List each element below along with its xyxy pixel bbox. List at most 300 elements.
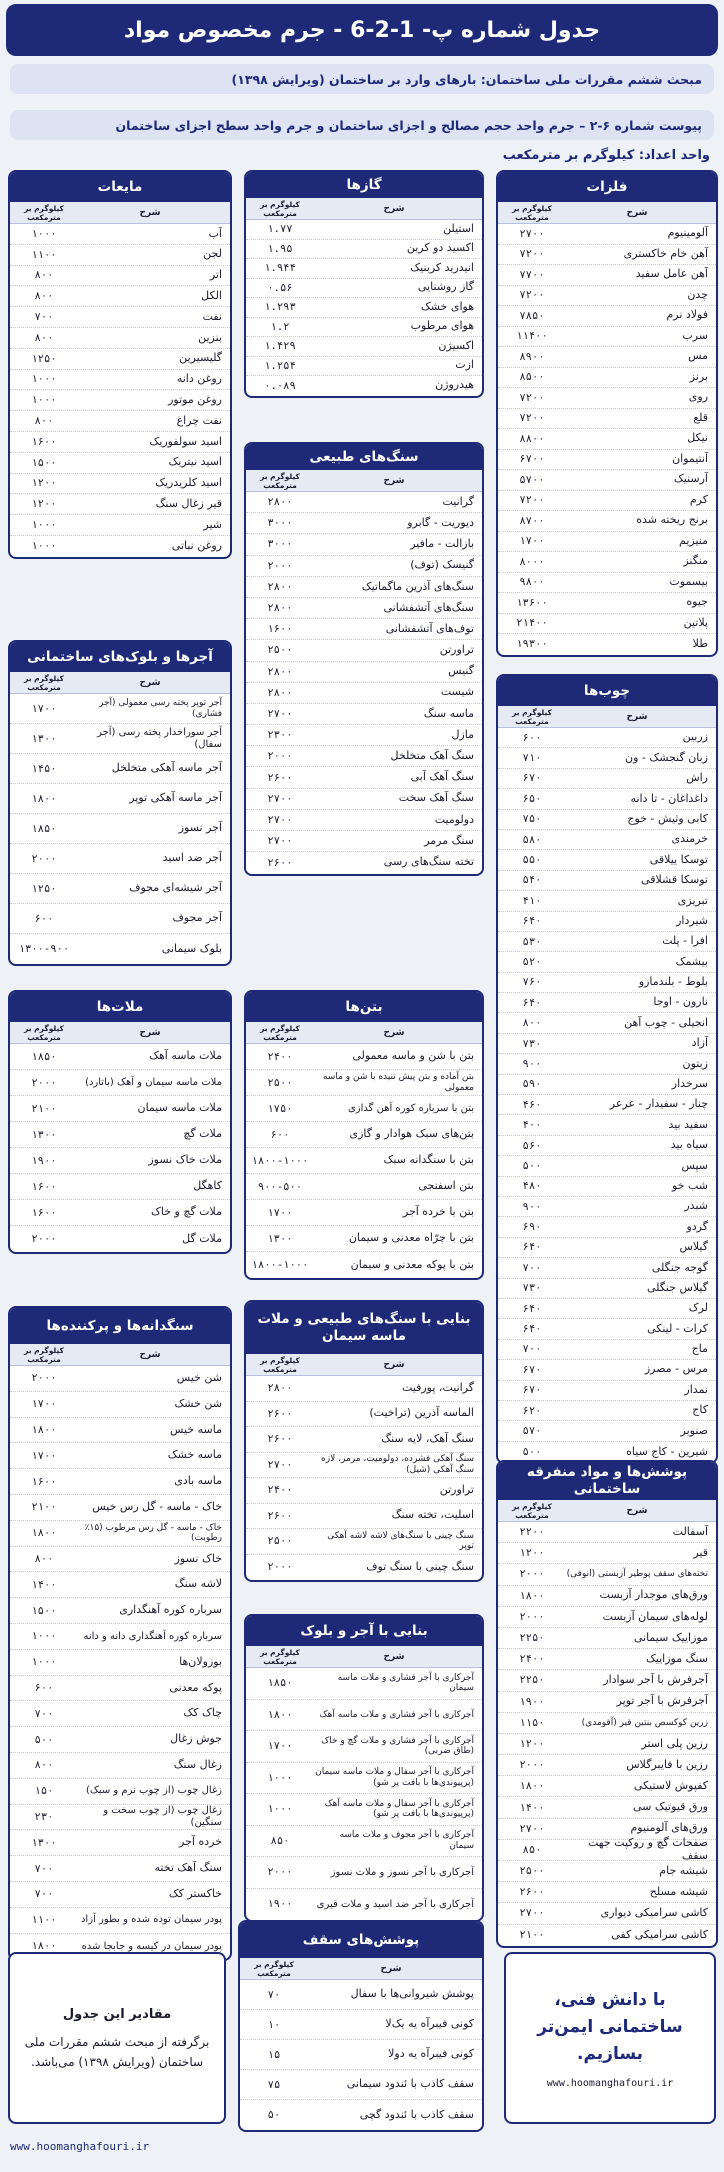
table-row: [10, 1882, 230, 1908]
table-row: [10, 1366, 230, 1392]
table-title: پوشش‌ها و مواد منفرقه ساختمانی: [498, 1462, 716, 1500]
table-row: [498, 830, 716, 850]
table-title: ملات‌ها: [10, 992, 230, 1022]
table-row: [498, 1054, 716, 1074]
row-description: بتن با پوکه معدنی و سیمان: [350, 1257, 474, 1271]
row-value: ۸۵۰: [270, 1834, 290, 1847]
row-value: ۱۵: [267, 2048, 281, 2061]
row-description: روی: [688, 390, 708, 404]
row-description: روغن موتور: [168, 392, 222, 406]
row-description: کونی فیبرآه یه یک‌لا: [385, 2017, 474, 2031]
table-row: [10, 1624, 230, 1650]
table-row: [10, 1174, 230, 1200]
table-header: [246, 470, 482, 492]
row-value: ۲۲۵۰: [519, 1674, 545, 1687]
row-value: ۰.۰۸۹: [264, 379, 296, 392]
row-description: کابی وثیش - خوج: [627, 811, 708, 825]
row-description: پوکه معدنی: [169, 1680, 222, 1694]
table-title: پوشش‌های سقف: [240, 1922, 482, 1958]
table-row: [10, 515, 230, 536]
row-description: گیلاس: [679, 1240, 708, 1254]
row-description: ورق‌های آلومنیوم: [630, 1821, 708, 1835]
row-value: ۱۱۴۰۰: [516, 330, 548, 343]
row-value: ۱۹۳۰۰: [516, 638, 548, 651]
table-row: [498, 286, 716, 307]
row-description: شیشه مسلح: [649, 1884, 708, 1898]
row-value: ۶۹۰: [522, 1221, 542, 1234]
table-row: [246, 619, 482, 640]
row-description: آجرکاری با آجر فشاری و ملات ماسه سیمان: [337, 1672, 474, 1694]
row-description: مرس - مصرز: [644, 1362, 708, 1376]
column-header-description: شرح: [383, 1027, 405, 1038]
row-value: ۲۰۰۰: [267, 1866, 293, 1879]
row-description: کرم: [689, 492, 708, 506]
row-value: ۷۵: [267, 2078, 281, 2091]
table-brick_masonry: [244, 1614, 484, 1922]
row-value: ۶۴۰: [522, 1302, 542, 1315]
row-description: نفت: [202, 309, 222, 323]
row-value: ۳۰۰۰: [267, 517, 293, 530]
row-value: ۱۲۵۰: [31, 352, 57, 365]
table-row: [10, 1392, 230, 1418]
row-description: آجرفرش با آجر سوادار: [603, 1673, 708, 1687]
row-description: جوش زغال: [170, 1732, 222, 1746]
row-description: زغال چوب (از چوب سخت و سنگین): [103, 1805, 222, 1828]
row-description: بتن اسفنجی: [418, 1179, 474, 1193]
column-header-description: شرح: [626, 207, 648, 218]
row-description: شبدر: [684, 1199, 708, 1213]
table-row: [246, 1668, 482, 1700]
row-value: ۱۴۵۰: [31, 762, 57, 775]
row-value: ۷۰۰: [34, 1862, 54, 1875]
row-description: شیر: [203, 517, 222, 531]
table-row: [10, 307, 230, 328]
row-description: پوشش شیروانی‌ها با سفال: [350, 1987, 474, 2001]
table-title: سنگدانه‌ها و پرکننده‌ها: [10, 1308, 230, 1344]
row-value: ۱۴۰۰: [31, 1578, 57, 1591]
table-row: [240, 2010, 482, 2040]
row-description: گرانیت، پورفیت: [401, 1380, 474, 1394]
row-description: شب خو: [672, 1178, 708, 1192]
row-description: بوزولان‌ها: [179, 1654, 222, 1668]
row-description: ملات گچ و خاک: [151, 1205, 222, 1219]
table-row: [498, 1713, 716, 1734]
row-description: آلومینیوم: [667, 226, 708, 240]
table-row: [498, 1734, 716, 1755]
row-description: آب: [208, 226, 222, 240]
row-value: ۱۶۰۰: [267, 623, 293, 636]
row-value: ۹۰۰-۵۰۰: [257, 1180, 303, 1193]
table-row: [10, 1805, 230, 1831]
table-row: [498, 1197, 716, 1217]
table-row: [498, 265, 716, 286]
table-liquids: [8, 170, 232, 559]
table-row: [246, 357, 482, 377]
table-row: [498, 993, 716, 1013]
row-description: کفپوش لاستیکی: [633, 1779, 708, 1793]
row-description: سرخدار: [671, 1077, 708, 1091]
row-value: ۱۷۰۰: [31, 1449, 57, 1462]
table-row: [10, 453, 230, 474]
table-header: [10, 1022, 230, 1044]
row-description: هوای خشک: [420, 299, 474, 313]
row-description: بلوک سیمانی: [161, 941, 222, 955]
row-description: آجر شیشه‌ای مجوف: [129, 881, 222, 895]
row-value: ۸۰۰: [522, 1017, 542, 1030]
row-description: آجر ضد اسید: [162, 851, 222, 865]
column-header-value: کیلوگرم بر مترمکعب: [260, 1023, 300, 1042]
row-value: ۱.۴۲۹: [264, 340, 296, 353]
row-description: ملات ماسه سیمان و آهک (باتارد): [85, 1076, 222, 1088]
row-value: ۶۰۰: [34, 912, 54, 925]
row-description: آجرکاری با آجر مجوف و ملات ماسه سیمان: [339, 1830, 474, 1851]
table-row: [498, 1442, 716, 1462]
row-value: ۶۲۰: [522, 1404, 542, 1417]
row-value: ۷۲۰۰: [519, 248, 545, 261]
row-value: ۸۵۰: [522, 1843, 542, 1856]
table-row: [10, 1727, 230, 1753]
table-row: [246, 1478, 482, 1504]
row-description: سقف کاذب با ئندود گچی: [359, 2107, 474, 2121]
table-row: [10, 874, 230, 904]
row-value: ۱۳۰۰: [267, 1232, 293, 1245]
row-value: ۲۸۰۰: [267, 665, 293, 678]
table-row: [246, 598, 482, 619]
table-row: [10, 266, 230, 287]
table-aggregates: [8, 1306, 232, 1961]
table-row: [10, 724, 230, 754]
row-value: ۶۷۰۰: [519, 453, 545, 466]
row-value: ۲۴۰۰: [267, 1484, 293, 1497]
row-value: ۲۶۰۰: [267, 1407, 293, 1420]
table-row: [498, 1692, 716, 1713]
column-header-description: شرح: [383, 475, 405, 486]
row-description: اتر: [209, 268, 222, 282]
row-value: ۱۷۰۰: [519, 535, 545, 548]
table-metals: [496, 170, 718, 657]
row-value: ۵۲۰: [522, 955, 542, 968]
row-value: ۱۸۰۰-۱۰۰۰: [251, 1259, 309, 1271]
table-row: [10, 1495, 230, 1521]
row-description: سنگ آهکی فشرده، دولومیت، مرمر، لازه سنگ آهکی (شیل): [321, 1454, 474, 1475]
row-description: راش: [686, 771, 708, 785]
row-value: ۷۵۰: [522, 813, 542, 826]
row-description: بتن با چرّاه معدنی و سیمان: [348, 1231, 474, 1245]
source-note: [8, 1952, 226, 2124]
table-row: [498, 810, 716, 830]
table-row: [10, 1753, 230, 1779]
table-row: [246, 1402, 482, 1428]
row-value: ۲۸۰۰: [267, 686, 293, 699]
row-description: کاهگل: [193, 1179, 222, 1193]
row-description: خرمندی: [671, 832, 708, 846]
column-header-description: شرح: [383, 1359, 405, 1370]
row-description: سرب: [682, 328, 708, 342]
row-description: لرک: [688, 1301, 708, 1315]
row-value: ۱۲۰۰: [31, 477, 57, 490]
table-row: [246, 1070, 482, 1096]
row-description: ازت: [455, 358, 474, 372]
row-description: اسید کلریدریک: [155, 476, 222, 490]
slogan-site-link[interactable]: www.hoomanghafouri.ir: [546, 2078, 674, 2090]
table-row: [10, 1469, 230, 1495]
row-description: مازل: [451, 727, 474, 741]
row-value: ۱۶۰۰: [31, 1475, 57, 1488]
table-row: [246, 534, 482, 555]
row-value: ۱۶۰۰: [31, 1206, 57, 1219]
row-description: ملات ماسه آهک: [149, 1049, 222, 1063]
row-value: ۱۵۰۰: [31, 456, 57, 469]
row-description: نارون - اوجا: [653, 995, 708, 1009]
table-row: [246, 831, 482, 852]
table-row: [498, 1649, 716, 1670]
row-description: لجن: [203, 247, 222, 261]
table-row: [498, 327, 716, 348]
table-row: [246, 1148, 482, 1174]
row-value: ۲۷۰۰: [519, 1907, 545, 1920]
row-description: خرده آجر: [179, 1835, 222, 1849]
row-value: ۵۸۰: [522, 833, 542, 846]
row-value: ۲۱۰۰: [31, 1501, 57, 1514]
row-value: ۱.۹۴۴: [264, 262, 296, 275]
row-description: شیشه جام: [659, 1863, 708, 1877]
table-row: [10, 349, 230, 370]
row-value: ۱۷۵۰: [267, 1102, 293, 1115]
column-header-value: کیلوگرم بر مترمکعب: [512, 203, 552, 222]
row-description: ورق قیوتیک سی: [632, 1800, 708, 1814]
table-row: [498, 1279, 716, 1299]
row-value: ۲۰۰۰: [31, 1233, 57, 1245]
table-row: [498, 973, 716, 993]
table-row: [498, 952, 716, 972]
row-value: ۱.۹۵: [267, 242, 293, 255]
column-header-description: شرح: [139, 1027, 161, 1038]
table-row: [498, 1238, 716, 1258]
column-header-description: شرح: [626, 711, 648, 722]
table-ceilings: [238, 1920, 484, 2132]
table-row: [246, 1122, 482, 1148]
row-description: بتن با سرباره کوره آهن گدازی: [347, 1102, 474, 1114]
table-row: [10, 432, 230, 453]
row-value: ۲۶۰۰: [519, 1886, 545, 1899]
row-description: بازالت - مافیر: [410, 537, 474, 551]
table-row: [498, 614, 716, 635]
table-bricks: [8, 640, 232, 966]
table-row: [246, 1763, 482, 1795]
row-value: ۱۸۰۰: [31, 792, 57, 805]
row-description: چاک کک: [183, 1706, 222, 1720]
table-mortars: [8, 990, 232, 1254]
table-row: [498, 1401, 716, 1421]
table-row: [10, 1418, 230, 1444]
table-row: [246, 318, 482, 338]
row-value: ۷۲۰۰: [519, 412, 545, 425]
column-header-value: کیلوگرم بر مترمکعب: [260, 1355, 300, 1374]
row-description: تخته سنگ‌های رسی: [383, 855, 474, 869]
row-description: بتن با خرده آجر: [402, 1205, 474, 1219]
row-value: ۱.۲: [270, 320, 290, 333]
row-value: ۵۰۰: [522, 1445, 542, 1458]
row-value: ۴۶۰: [522, 1098, 542, 1111]
table-header: [240, 1958, 482, 1980]
table-row: [246, 725, 482, 746]
row-value: ۲۴۰۰: [519, 1653, 545, 1666]
row-value: ۲۱۰۰: [519, 1929, 545, 1942]
table-row: [498, 850, 716, 870]
row-value: ۱۷۰۰: [31, 1398, 57, 1411]
row-value: ۲۸۰۰: [267, 602, 293, 615]
row-description: الکل: [201, 288, 222, 302]
table-row: [498, 552, 716, 573]
row-description: هوای مرطوب: [410, 319, 474, 333]
table-row: [246, 1826, 482, 1858]
table-header: [10, 672, 230, 694]
table-title: آجرها و بلوک‌های ساختمانی: [10, 642, 230, 672]
source-note-text: برگرفته از مبحث ششم مقررات ملی ساختمان (ویرایش ۱۳۹۸) می‌باشد.: [24, 2034, 210, 2070]
row-value: ۱۷۰۰: [267, 1206, 293, 1219]
row-description: ملات ماسه سیمان: [137, 1101, 222, 1115]
row-value: ۷۳۰: [522, 1037, 542, 1050]
table-title: بتن‌ها: [246, 992, 482, 1022]
row-value: ۲۶۰۰: [267, 1509, 293, 1522]
table-row: [498, 1319, 716, 1339]
row-description: استیلن: [443, 221, 474, 235]
row-value: ۱۸۰۰-۱۰۰۰: [251, 1154, 309, 1167]
row-description: گیلاس جنگلی: [646, 1280, 708, 1294]
row-description: آجرکاری با آجر سفال و ملات ماسه آهک (پرپیوندی‌ها با بافت پر شو): [324, 1798, 474, 1820]
row-description: صنوبر: [680, 1423, 708, 1437]
row-description: شیست: [440, 685, 474, 699]
row-description: نمدار: [684, 1382, 708, 1396]
row-value: ۲۰۰۰: [267, 559, 293, 572]
row-value: ۶۴۰: [522, 1241, 542, 1254]
row-description: شیرین - کاج سیاه: [626, 1444, 708, 1458]
row-description: سپس: [681, 1158, 708, 1172]
row-description: سنگ چینی با سنگ‌های لاشه لاشه آهکی توپر: [327, 1530, 474, 1552]
table-row: [498, 429, 716, 450]
table-header: [246, 198, 482, 220]
row-value: ۸۰۰: [34, 331, 54, 344]
footer-site-link[interactable]: www.hoomanghafouri.ir: [10, 2140, 150, 2153]
row-value: ۱۷۰۰: [267, 1740, 293, 1753]
table-row: [10, 1908, 230, 1934]
row-value: ۱۸۵۰: [31, 822, 57, 835]
row-value: ۸۵۰۰: [519, 371, 545, 384]
column-header-description: شرح: [383, 1651, 405, 1662]
row-value: ۲۵۰۰: [519, 1865, 545, 1878]
row-description: رزین پلی استر: [641, 1736, 708, 1750]
row-value: ۷۸۵۰: [519, 309, 545, 322]
table-row: [246, 1200, 482, 1226]
row-value: ۱۳۰۰: [31, 1836, 57, 1849]
row-description: بیشمک: [675, 954, 708, 968]
row-description: آجر ماسه آهکی توپر: [129, 791, 222, 805]
column-header-value: کیلوگرم بر مترمکعب: [254, 1959, 294, 1978]
table-row: [246, 767, 482, 788]
table-stone_masonry: [244, 1300, 484, 1582]
row-description: برنج ریخته شده: [636, 513, 708, 527]
row-value: ۲۴۰۰: [267, 1050, 293, 1063]
row-description: روغن دانه: [176, 372, 222, 386]
row-value: ۱۵۰: [34, 1785, 54, 1798]
row-description: کونی فیبرآه یه دولا: [388, 2047, 474, 2061]
row-description: آجرکاری با آجر فشاری و ملات گچ و خاک (طاق ضربی): [321, 1735, 474, 1757]
row-description: خاک نسوز: [174, 1551, 222, 1565]
row-description: سنگ آهک تخته: [154, 1861, 222, 1875]
row-value: ۲۰۰۰: [267, 1561, 293, 1574]
row-description: ماسه بادی: [174, 1474, 222, 1488]
table-row: [10, 1521, 230, 1547]
table-row: [498, 1177, 716, 1197]
row-value: ۱۰۰۰: [31, 519, 57, 532]
row-description: گنیسک (توف): [410, 558, 474, 572]
table-row: [10, 754, 230, 784]
row-description: منیزیم: [679, 533, 708, 547]
row-value: ۱۸۵۰: [267, 1677, 293, 1690]
table-row: [498, 769, 716, 789]
table-row: [498, 470, 716, 491]
row-value: ۷۶۰: [522, 976, 542, 989]
row-value: ۸۰۰: [34, 415, 54, 428]
row-description: انیدرید کربنیک: [410, 260, 474, 274]
row-description: پودر سیمان در کیسه و جابجا شده: [81, 1940, 222, 1952]
table-row: [10, 934, 230, 964]
row-description: سنگ چینی با سنگ توف: [366, 1559, 474, 1573]
row-description: ماسه خیس: [170, 1422, 222, 1436]
table-row: [498, 347, 716, 368]
column-header-value: کیلوگرم بر مترمکعب: [24, 203, 64, 222]
row-value: ۱۸۰۰: [31, 1423, 57, 1436]
row-description: سرباره کوره آهنگداری: [119, 1603, 222, 1617]
row-value: ۰.۵۶: [267, 281, 293, 294]
row-value: ۵۰: [267, 2109, 281, 2121]
table-row: [10, 1856, 230, 1882]
row-value: ۱۹۰۰: [31, 1154, 57, 1167]
row-value: ۶۷۰: [522, 1384, 542, 1397]
table-row: [10, 1676, 230, 1702]
table-row: [10, 474, 230, 495]
row-description: روغن نباتی: [171, 539, 222, 553]
row-value: ۸۰۰۰: [519, 555, 545, 568]
row-value: ۱۲۵۰: [31, 882, 57, 895]
row-value: ۱۹۰۰: [267, 1898, 293, 1911]
row-description: اسید سولفوریک: [149, 434, 222, 448]
row-value: ۱۰: [267, 2018, 281, 2031]
table-row: [246, 746, 482, 767]
table-row: [498, 1095, 716, 1115]
row-description: چدن: [687, 287, 708, 301]
source-note-title: مقادیر این جدول: [62, 2006, 172, 2022]
row-value: ۲۱۴۰۰: [516, 617, 548, 630]
row-description: قیر زغال سنگ: [155, 496, 222, 510]
row-description: پودر سیمان توده شده و بطور آزاد: [80, 1914, 222, 1926]
table-row: [10, 1200, 230, 1226]
row-description: رزین با فایبرگلاس: [626, 1757, 708, 1771]
table-row: [498, 891, 716, 911]
row-value: ۶۴۰: [522, 996, 542, 1009]
table-row: [498, 1156, 716, 1176]
row-description: کاشی سرامیکی کفی: [611, 1927, 708, 1941]
table-row: [498, 511, 716, 532]
row-value: ۷۳۰: [522, 1282, 542, 1295]
table-row: [498, 1013, 716, 1033]
row-value: ۱۴۰۰: [519, 1801, 545, 1814]
row-description: طلا: [692, 636, 708, 650]
row-description: زغال سنگ: [173, 1758, 222, 1772]
row-description: نفت چراغ: [176, 413, 222, 427]
row-value: ۷۰: [267, 1988, 281, 2001]
table-row: [246, 640, 482, 661]
